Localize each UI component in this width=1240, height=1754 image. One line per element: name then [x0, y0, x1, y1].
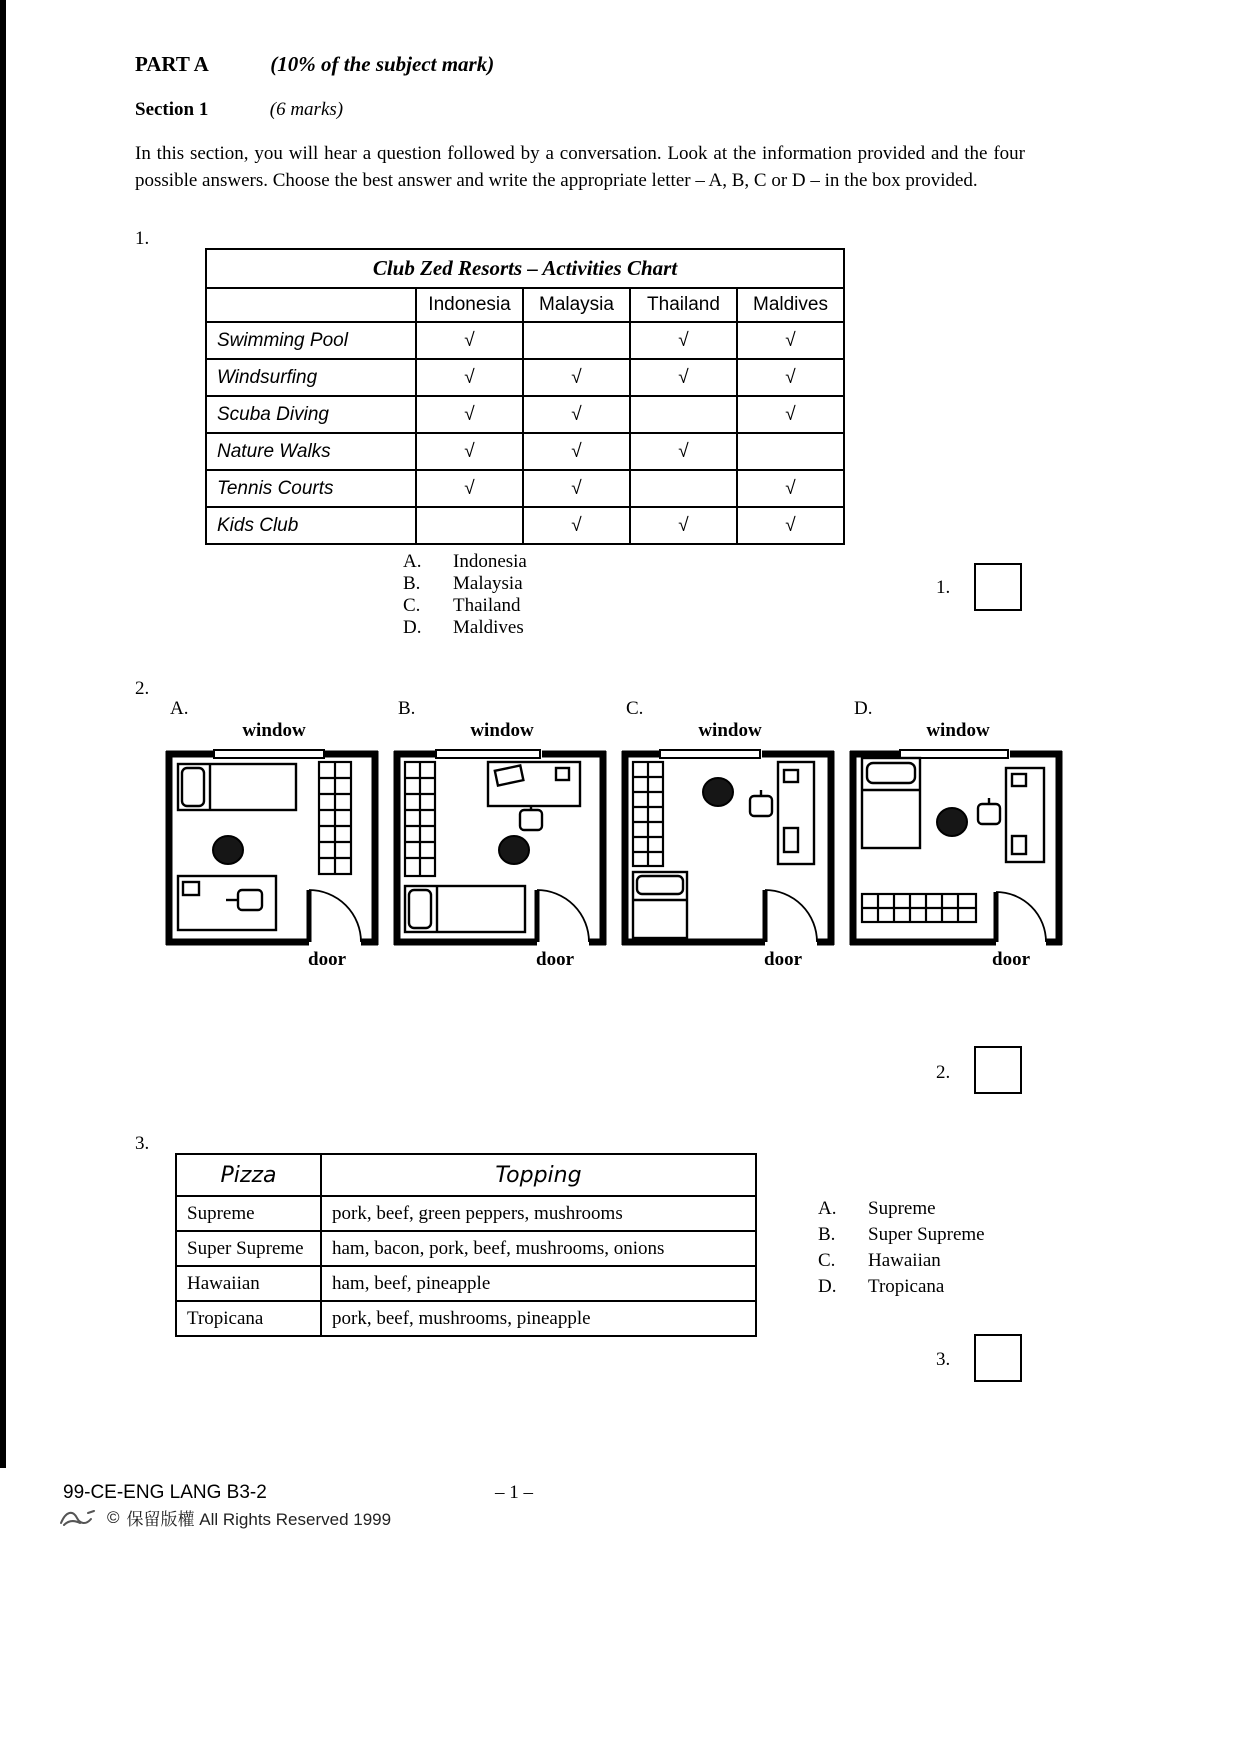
option-letter: D.: [403, 617, 422, 638]
option-text: Thailand: [453, 595, 521, 616]
plan-letter: D.: [854, 698, 873, 719]
floor-plan-c: [616, 698, 844, 975]
check-cell: √: [737, 396, 844, 433]
window-glass: [900, 750, 1008, 758]
desk: [178, 876, 276, 930]
check-cell: √: [523, 507, 630, 544]
check-cell: √: [630, 359, 737, 396]
check-cell: √: [737, 359, 844, 396]
activity-label: Scuba Diving: [206, 396, 416, 433]
check-cell: √: [737, 322, 844, 359]
door-swing: [996, 892, 1046, 942]
check-cell: √: [630, 322, 737, 359]
activities-chart-table: [205, 248, 845, 545]
floor-plans: [160, 698, 1072, 975]
plant: [213, 836, 243, 864]
option-letter: D.: [818, 1276, 837, 1297]
option-b: [403, 573, 527, 595]
question-1-number: 1.: [135, 228, 150, 249]
check-cell: √: [523, 396, 630, 433]
plant: [937, 808, 967, 836]
option-letter: B.: [818, 1224, 836, 1245]
check-cell: [630, 396, 737, 433]
check-cell: √: [523, 359, 630, 396]
bed: [862, 758, 920, 848]
check-cell: [523, 322, 630, 359]
check-cell: [737, 433, 844, 470]
activities-chart-header-row: [206, 288, 844, 322]
question-3-options: [818, 1196, 985, 1300]
option-text: Tropicana: [868, 1276, 945, 1297]
publisher-logo-icon: [58, 1507, 100, 1529]
bed: [633, 872, 687, 938]
window-label: window: [698, 720, 762, 741]
desk: [750, 762, 814, 864]
activities-chart-title: Club Zed Resorts – Activities Chart: [206, 249, 844, 288]
window-glass: [214, 750, 324, 758]
pizza-topping: pork, beef, green peppers, mushrooms: [321, 1196, 756, 1231]
bed: [178, 764, 296, 810]
table-row: [176, 1196, 756, 1231]
window-label: window: [242, 720, 306, 741]
activity-label: Windsurfing: [206, 359, 416, 396]
wardrobe: [319, 762, 351, 874]
pizza-topping: pork, beef, mushrooms, pineapple: [321, 1301, 756, 1336]
floor-plan-b: [388, 698, 616, 975]
door-swing: [309, 890, 361, 942]
table-row: [206, 396, 844, 433]
section-note: (6 marks): [269, 99, 344, 120]
question-3-number: 3.: [135, 1133, 150, 1154]
door-label: door: [992, 949, 1030, 970]
room-plan-d-drawing: [848, 744, 1063, 949]
activity-label: Nature Walks: [206, 433, 416, 470]
pizza-name: Tropicana: [176, 1301, 321, 1336]
column-header: Thailand: [630, 288, 737, 322]
desk: [978, 768, 1044, 862]
room-plan-b-drawing: [392, 744, 607, 949]
plan-letter: A.: [170, 698, 189, 719]
door-label: door: [764, 949, 802, 970]
scan-artifact: [0, 0, 6, 1468]
check-cell: √: [630, 433, 737, 470]
window-glass: [660, 750, 760, 758]
check-cell: √: [416, 322, 523, 359]
floor-plan-a: [160, 698, 388, 975]
desk: [488, 762, 580, 830]
pizza-name: Supreme: [176, 1196, 321, 1231]
part-title: PART A: [135, 52, 209, 76]
check-cell: [630, 470, 737, 507]
activity-label: Kids Club: [206, 507, 416, 544]
option-text: Hawaiian: [868, 1250, 941, 1271]
option-a: [818, 1196, 985, 1222]
table-row: [176, 1231, 756, 1266]
copyright-text: 保留版權 All Rights Reserved 1999: [126, 1510, 392, 1529]
floor-plan-d: [844, 698, 1072, 975]
option-letter: B.: [403, 573, 421, 594]
check-cell: √: [523, 433, 630, 470]
plant: [499, 836, 529, 864]
door-swing: [765, 890, 817, 942]
wardrobe: [405, 762, 435, 876]
section-title: Section 1: [135, 99, 209, 120]
check-cell: √: [630, 507, 737, 544]
table-row: [206, 470, 844, 507]
option-text: Supreme: [868, 1198, 936, 1219]
answer-2-label: 2.: [936, 1062, 951, 1083]
plan-letter: C.: [626, 698, 644, 719]
pizza-table-header-row: [176, 1154, 756, 1196]
column-header: Malaysia: [523, 288, 630, 322]
document-code: 99-CE-ENG LANG B3-2: [63, 1482, 267, 1503]
topping-header: Topping: [321, 1154, 756, 1196]
check-cell: √: [737, 507, 844, 544]
option-text: Maldives: [453, 617, 524, 638]
option-text: Indonesia: [453, 551, 527, 572]
answer-2-box[interactable]: [974, 1046, 1022, 1094]
part-note: (10% of the subject mark): [270, 52, 495, 76]
answer-1-label: 1.: [936, 577, 951, 598]
window-label: window: [470, 720, 534, 741]
table-row: [206, 322, 844, 359]
check-cell: √: [737, 470, 844, 507]
option-text: Super Supreme: [868, 1224, 985, 1245]
room-plan-a-drawing: [164, 744, 379, 949]
section-heading: [135, 99, 343, 121]
option-letter: C.: [818, 1250, 836, 1271]
column-header: Maldives: [737, 288, 844, 322]
room-plan-c-drawing: [620, 744, 835, 949]
wardrobe: [633, 762, 663, 866]
pizza-name: Hawaiian: [176, 1266, 321, 1301]
bed: [405, 886, 525, 932]
option-c: [818, 1248, 985, 1274]
answer-3-label: 3.: [936, 1349, 951, 1370]
table-row: [206, 433, 844, 470]
check-cell: √: [416, 359, 523, 396]
plant: [703, 778, 733, 806]
check-cell: √: [416, 470, 523, 507]
copyright-line: [58, 1505, 391, 1530]
activity-label: Tennis Courts: [206, 470, 416, 507]
pizza-topping: ham, bacon, pork, beef, mushrooms, onions: [321, 1231, 756, 1266]
pizza-topping: ham, beef, pineapple: [321, 1266, 756, 1301]
pizza-header: Pizza: [176, 1154, 321, 1196]
table-row: [206, 507, 844, 544]
plan-letter: B.: [398, 698, 416, 719]
option-letter: A.: [818, 1198, 837, 1219]
option-d: [818, 1274, 985, 1300]
table-row: [206, 359, 844, 396]
question-1-options: [403, 551, 527, 639]
option-c: [403, 595, 527, 617]
check-cell: [416, 507, 523, 544]
shelf: [862, 894, 976, 922]
option-b: [818, 1222, 985, 1248]
question-2-number: 2.: [135, 678, 150, 699]
check-cell: √: [523, 470, 630, 507]
option-text: Malaysia: [453, 573, 523, 594]
copyright-symbol: ©: [107, 1507, 120, 1527]
check-cell: √: [416, 433, 523, 470]
option-letter: A.: [403, 551, 422, 572]
part-heading: [135, 52, 494, 77]
window-glass: [436, 750, 540, 758]
door-label: door: [536, 949, 574, 970]
pizza-table: [175, 1153, 757, 1337]
door-label: door: [308, 949, 346, 970]
column-header: Indonesia: [416, 288, 523, 322]
table-row: [176, 1266, 756, 1301]
activity-label: Swimming Pool: [206, 322, 416, 359]
option-d: [403, 617, 527, 639]
option-letter: C.: [403, 595, 421, 616]
window-label: window: [926, 720, 990, 741]
answer-1-box[interactable]: [974, 563, 1022, 611]
option-a: [403, 551, 527, 573]
answer-3-box[interactable]: [974, 1334, 1022, 1382]
pizza-name: Super Supreme: [176, 1231, 321, 1266]
corner-cell: [206, 288, 416, 322]
table-row: [176, 1301, 756, 1336]
section-instructions: In this section, you will hear a question followed by a conversation. Look at the information provided and the four possible answers. Choose the best answer and write the appropriate letter – A, B, C or D – in the box provided.: [135, 143, 1025, 191]
door-swing: [537, 890, 589, 942]
check-cell: √: [416, 396, 523, 433]
page-number: – 1 –: [495, 1482, 533, 1503]
